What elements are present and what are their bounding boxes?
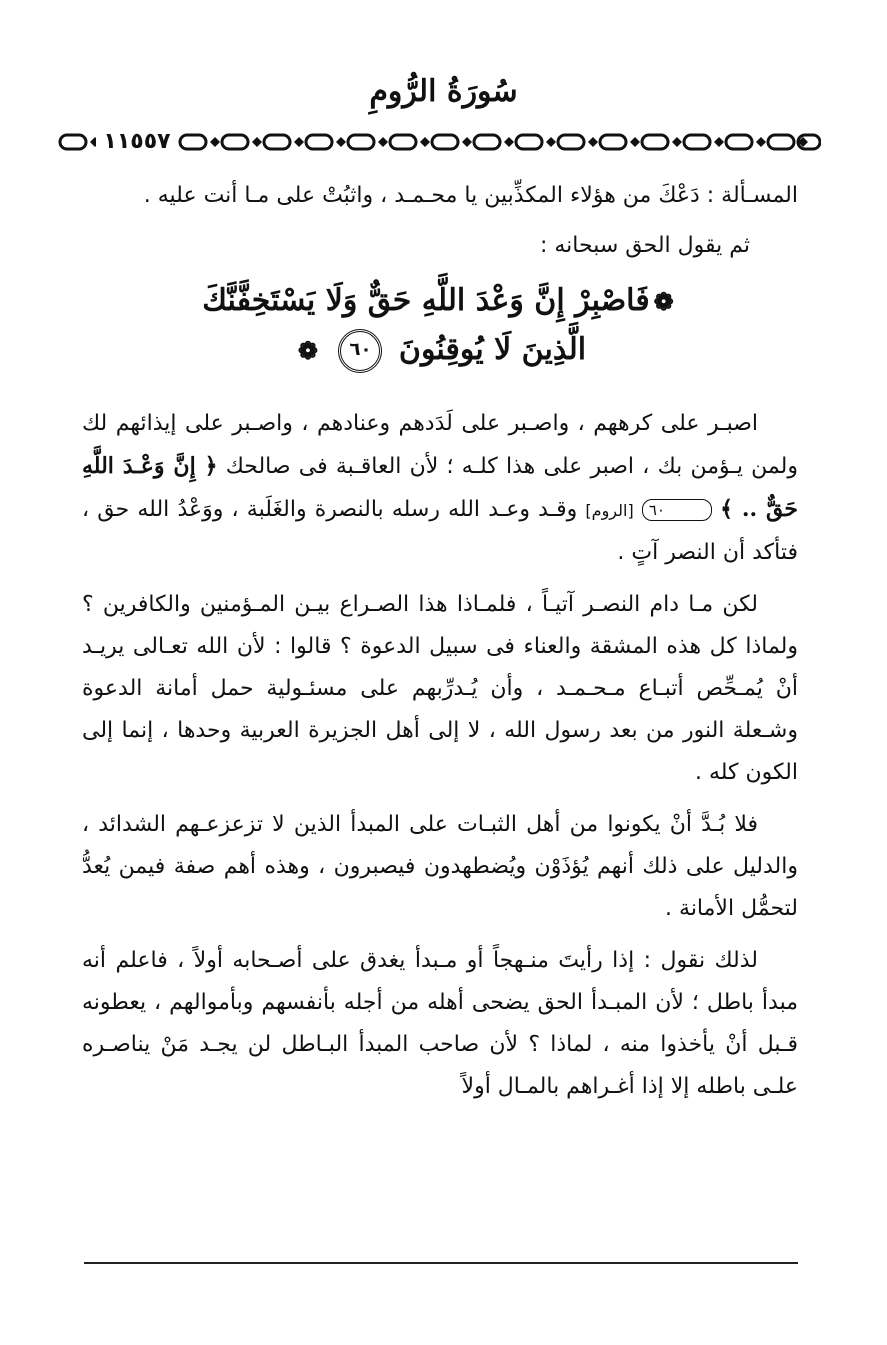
verse-text: الَّذِينَ لَا يُوقِنُونَ bbox=[398, 332, 587, 367]
paragraph: فلا بُـدَّ أنْ يكونوا من أهل الثبـات على المبدأ الذين لا تزعزعـهم الشدائد ، والدليل على ذلك أنهم يُؤذَوْن ويُضطهدون فيصبرون ، وهذه أهم صفة فيمن يُعدُّ لتحمُّل الأمانة . bbox=[82, 812, 798, 921]
surah-title: سُورَةُ الرُّومِ bbox=[369, 74, 518, 109]
verse-text: فَاصْبِرْ إِنَّ وَعْدَ اللَّهِ حَقٌّ وَلَا يَسْتَخِفَّنَّكَ bbox=[202, 283, 650, 318]
quran-verse bbox=[82, 277, 798, 375]
verse-ref-surah: [الروم] bbox=[585, 501, 634, 520]
paragraph: المسـألة : دَعْكَ من هؤلاء المكذِّبين يا محـمـد ، واثبُتْ على مـا أنت عليه . bbox=[143, 183, 798, 208]
paragraph: لذلك نقول : إذا رأيتَ منـهجاً أو مـبدأ يغدق على أصـحابه أولاً ، فاعلم أنه مبدأ باطل ؛ لأن المبـدأ الحق يضحى أهله من أجله بأنفسهم وبأموالهم ، يعطونه قـبل أنْ يأخذوا منه ، لماذا ؟ لأن صاحب المبدأ البـاطل لن يجـد مَنْ يناصـره علـى باطله إلا إذا أغـراهم بالمـال أولاً bbox=[82, 948, 798, 1099]
paragraph: ثم يقول الحق سبحانه : bbox=[539, 233, 750, 258]
verse-ref-number: ٦٠ bbox=[642, 499, 712, 521]
verse-end-ornament-icon: ❁ bbox=[297, 336, 318, 365]
verse-line bbox=[82, 326, 798, 375]
ayah-number-marker: ٦٠ bbox=[338, 329, 382, 373]
paragraph bbox=[82, 403, 798, 574]
paragraph-text: اصبـر على كرههم ، واصـبر على لَدَدهم وعنادهم ، واصـبر على إيذائهم لك ولمن يـؤمن بك ، اصبر على هذا كلـه ؛ لأن العاقـبة فى صالحك bbox=[82, 411, 798, 479]
verse-start-ornament-icon: ❁ bbox=[653, 287, 674, 316]
verse-line bbox=[82, 277, 798, 326]
inline-verse-quote: ﴿ إِنَّ وَعْـدَ اللَّهِ حَقٌّ .. ﴾ bbox=[82, 453, 798, 522]
footer-divider bbox=[84, 1262, 798, 1264]
paragraph-text: وقـد وعـد الله رسله بالنصرة والغَلَبة ، ووَعْدُ الله حق ، فتأكد أن النصر آتٍ . bbox=[82, 497, 798, 565]
body-text bbox=[82, 175, 798, 1108]
paragraph: لكن مـا دام النصـر آتيـاً ، فلمـاذا هذا الصـراع بيـن المـؤمنين والكافرين ؟ ولماذا كل هذه المشقة والعناء فى سبيل الدعوة ؟ قالوا : لأن الله تعـالى يريـد أنْ يُمـحِّص أتبـاع مـحـمـد ، وأن يُـدرِّبهم على مسئـولية حمل أمانة الدعوة وشـعلة النور من بعد رسول الله ، لا إلى أهل الجزيرة العربية وحدها ، إنما إلى الكون كله . bbox=[82, 592, 798, 785]
page-number: ١١٥٥٧ bbox=[96, 127, 178, 157]
